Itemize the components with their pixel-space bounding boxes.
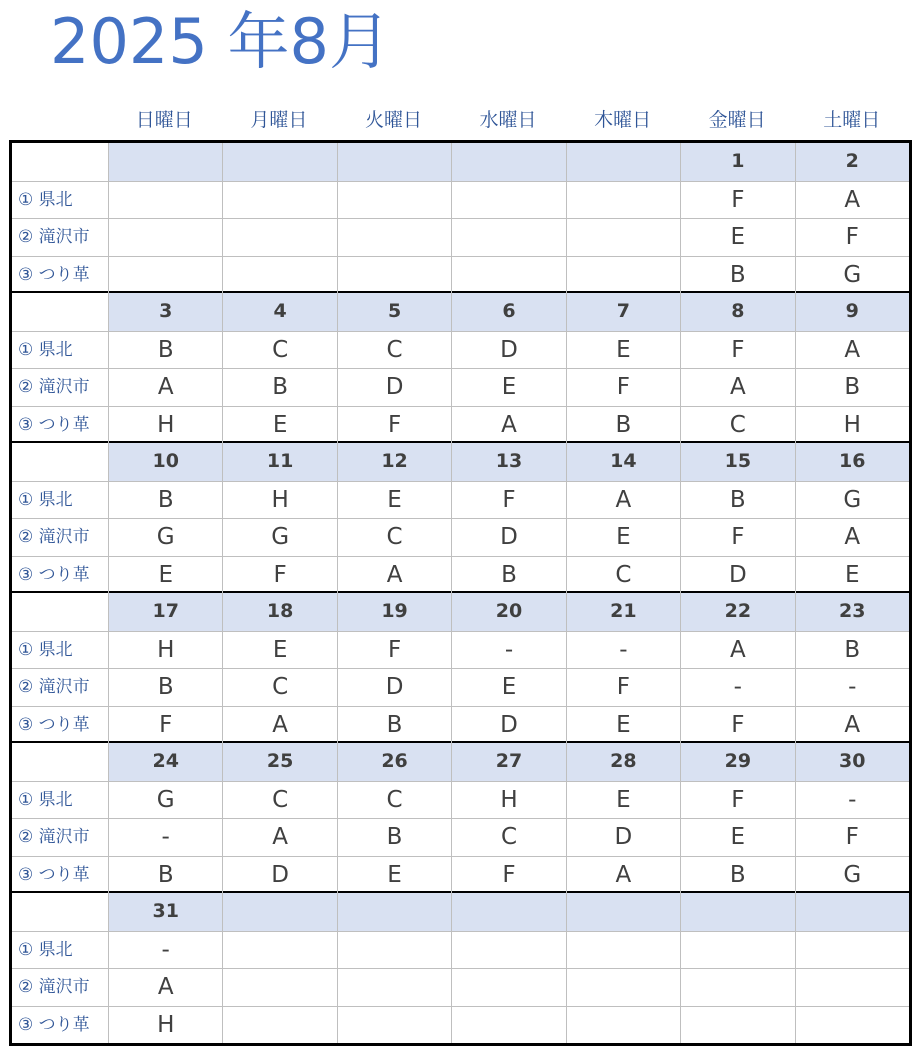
- row-label: ① 県北: [12, 782, 109, 819]
- assignment-cell: [567, 257, 681, 294]
- assignment-cell: D: [452, 519, 566, 556]
- assignment-cell: [223, 1007, 337, 1044]
- assignment-cell: D: [338, 369, 452, 406]
- row-label: ① 県北: [12, 932, 109, 969]
- assignment-cell: E: [567, 782, 681, 819]
- assignment-cell: A: [681, 632, 795, 669]
- assignment-cell: A: [338, 557, 452, 594]
- date-cell: 24: [109, 743, 223, 781]
- assignment-row: [12, 218, 909, 256]
- assignment-cell: H: [223, 482, 337, 519]
- date-row: [12, 893, 909, 931]
- assignment-cell: G: [843, 861, 862, 888]
- date-cell: [452, 143, 566, 181]
- assignment-cell: F: [567, 369, 681, 406]
- assignment-row: [12, 631, 909, 669]
- assignment-cell: C: [223, 332, 337, 369]
- assignment-cell: [452, 257, 566, 294]
- date-cell: [796, 893, 909, 931]
- assignment-cell: E: [338, 857, 452, 894]
- assignment-cell: F: [452, 857, 566, 894]
- date-cell: 17: [109, 593, 223, 631]
- assignment-cell: [223, 219, 337, 256]
- date-cell: 10: [109, 443, 223, 481]
- assignment-cell: E: [452, 369, 566, 406]
- assignment-cell: B: [452, 557, 566, 594]
- row-label: ① 県北: [12, 182, 109, 219]
- date-cell: 19: [338, 593, 452, 631]
- row-label: ② 滝沢市: [12, 519, 109, 556]
- assignment-cell: [223, 969, 337, 1006]
- assignment-cell: -: [109, 932, 223, 969]
- assignment-cell: F: [845, 224, 859, 250]
- assignment-cell: [109, 257, 223, 294]
- assignment-cell: B: [681, 857, 795, 894]
- assignment-cell: E: [452, 669, 566, 706]
- assignment-cell: A: [223, 707, 337, 744]
- assignment-cell: [338, 1007, 452, 1044]
- row-label-empty: [12, 593, 109, 631]
- row-label-empty: [12, 893, 109, 931]
- weekday-label: 日曜日: [135, 109, 193, 131]
- assignment-cell: A: [109, 969, 223, 1006]
- assignment-cell: F: [681, 182, 795, 219]
- assignment-cell: B: [844, 636, 861, 663]
- assignment-cell: F: [109, 707, 223, 744]
- assignment-cell: [452, 969, 566, 1006]
- row-label: ② 滝沢市: [12, 669, 109, 706]
- date-cell: [223, 893, 337, 931]
- assignment-cell: G: [109, 519, 223, 556]
- assignment-cell: F: [681, 707, 795, 744]
- assignment-cell: F: [338, 632, 452, 669]
- assignment-cell: [567, 969, 681, 1006]
- date-cell: [567, 893, 681, 931]
- row-label: ② 滝沢市: [12, 969, 109, 1006]
- row-label: ③ つり革: [12, 407, 109, 444]
- assignment-cell: E: [338, 482, 452, 519]
- week-block: [12, 593, 909, 743]
- row-label: ③ つり革: [12, 557, 109, 594]
- assignment-cell: A: [681, 369, 795, 406]
- week-block: [12, 293, 909, 443]
- assignment-cell: [796, 1007, 909, 1044]
- date-row: [12, 293, 909, 331]
- assignment-cell: [567, 182, 681, 219]
- assignment-cell: [109, 219, 223, 256]
- assignment-cell: B: [681, 482, 795, 519]
- date-cell: 11: [223, 443, 337, 481]
- assignment-cell: H: [109, 1007, 223, 1044]
- assignment-cell: E: [681, 819, 795, 856]
- assignment-cell: -: [109, 819, 223, 856]
- assignment-cell: D: [681, 557, 795, 594]
- assignment-cell: D: [223, 857, 337, 894]
- assignment-cell: C: [567, 557, 681, 594]
- date-cell: 2: [796, 143, 909, 181]
- assignment-cell: -: [848, 786, 857, 813]
- date-row: [12, 593, 909, 631]
- assignment-cell: [109, 182, 223, 219]
- assignment-row: [12, 931, 909, 969]
- assignment-cell: D: [338, 669, 452, 706]
- assignment-cell: A: [844, 186, 861, 213]
- assignment-cell: A: [567, 857, 681, 894]
- row-label-empty: [12, 293, 109, 331]
- date-cell: 5: [338, 293, 452, 331]
- assignment-cell: [223, 182, 337, 219]
- date-cell: 8: [681, 293, 795, 331]
- row-label: ③ つり革: [12, 1007, 109, 1044]
- calendar-table: [9, 140, 912, 1046]
- assignment-row: [12, 331, 909, 369]
- date-cell: 18: [223, 593, 337, 631]
- assignment-cell: [452, 1007, 566, 1044]
- assignment-row: [12, 1006, 909, 1044]
- date-cell: 31: [109, 893, 223, 931]
- assignment-cell: [338, 932, 452, 969]
- date-cell: 15: [681, 443, 795, 481]
- assignment-cell: E: [567, 332, 681, 369]
- assignment-row: [12, 668, 909, 706]
- assignment-cell: F: [338, 407, 452, 444]
- assignment-cell: B: [223, 369, 337, 406]
- assignment-row: [12, 406, 909, 444]
- date-cell: 16: [796, 443, 909, 481]
- date-cell: [567, 143, 681, 181]
- assignment-cell: F: [223, 557, 337, 594]
- assignment-cell: C: [338, 519, 452, 556]
- assignment-cell: A: [223, 819, 337, 856]
- assignment-cell: [338, 969, 452, 1006]
- assignment-cell: A: [567, 482, 681, 519]
- assignment-cell: C: [681, 407, 795, 444]
- date-cell: [681, 893, 795, 931]
- row-label: ② 滝沢市: [12, 219, 109, 256]
- assignment-cell: [223, 257, 337, 294]
- row-label: ③ つり革: [12, 257, 109, 294]
- date-cell: [109, 143, 223, 181]
- assignment-cell: B: [681, 257, 795, 294]
- assignment-cell: H: [109, 632, 223, 669]
- assignment-cell: D: [452, 332, 566, 369]
- row-label: ③ つり革: [12, 857, 109, 894]
- date-cell: 4: [223, 293, 337, 331]
- row-label: ① 県北: [12, 482, 109, 519]
- assignment-cell: A: [452, 407, 566, 444]
- assignment-cell: [681, 932, 795, 969]
- assignment-row: [12, 856, 909, 894]
- assignment-cell: G: [223, 519, 337, 556]
- assignment-cell: E: [567, 707, 681, 744]
- assignment-cell: [681, 969, 795, 1006]
- assignment-cell: [796, 932, 909, 969]
- date-cell: 21: [567, 593, 681, 631]
- assignment-row: [12, 256, 909, 294]
- assignment-row: [12, 556, 909, 594]
- weekday-label: 水曜日: [479, 109, 537, 131]
- assignment-cell: F: [681, 332, 795, 369]
- assignment-cell: -: [452, 632, 566, 669]
- date-cell: 12: [338, 443, 452, 481]
- assignment-row: [12, 181, 909, 219]
- row-label: ① 県北: [12, 332, 109, 369]
- date-cell: 3: [109, 293, 223, 331]
- assignment-cell: [452, 182, 566, 219]
- assignment-cell: [681, 1007, 795, 1044]
- assignment-row: [12, 368, 909, 406]
- weekday-label: 火曜日: [364, 109, 422, 131]
- row-label: ② 滝沢市: [12, 369, 109, 406]
- assignment-row: [12, 818, 909, 856]
- date-row: [12, 143, 909, 181]
- assignment-cell: D: [567, 819, 681, 856]
- assignment-cell: [223, 932, 337, 969]
- assignment-cell: C: [452, 819, 566, 856]
- assignment-cell: [567, 1007, 681, 1044]
- date-cell: 28: [567, 743, 681, 781]
- assignment-cell: A: [844, 336, 861, 363]
- date-cell: 1: [681, 143, 795, 181]
- assignment-cell: -: [848, 674, 857, 700]
- assignment-cell: E: [681, 219, 795, 256]
- assignment-row: [12, 968, 909, 1006]
- assignment-cell: B: [109, 669, 223, 706]
- date-cell: 13: [452, 443, 566, 481]
- assignment-cell: B: [338, 819, 452, 856]
- assignment-cell: [338, 182, 452, 219]
- assignment-cell: F: [681, 782, 795, 819]
- assignment-cell: [452, 932, 566, 969]
- row-label: ③ つり革: [12, 707, 109, 744]
- date-cell: 6: [452, 293, 566, 331]
- assignment-cell: B: [109, 332, 223, 369]
- weekday-label: 土曜日: [823, 109, 881, 131]
- row-label-empty: [12, 143, 109, 181]
- assignment-cell: F: [681, 519, 795, 556]
- weekday-label: 月曜日: [250, 109, 308, 131]
- assignment-cell: C: [223, 782, 337, 819]
- assignment-cell: E: [223, 632, 337, 669]
- assignment-cell: C: [338, 332, 452, 369]
- assignment-cell: F: [845, 824, 859, 850]
- assignment-cell: B: [109, 857, 223, 894]
- date-cell: 7: [567, 293, 681, 331]
- row-label-empty: [12, 443, 109, 481]
- assignment-cell: G: [109, 782, 223, 819]
- week-block: [12, 893, 909, 1043]
- assignment-row: [12, 781, 909, 819]
- weekday-label: 木曜日: [594, 109, 652, 131]
- assignment-cell: A: [844, 711, 861, 738]
- date-cell: 22: [681, 593, 795, 631]
- row-label: ① 県北: [12, 632, 109, 669]
- assignment-cell: H: [843, 411, 861, 438]
- assignment-cell: E: [223, 407, 337, 444]
- assignment-cell: [567, 932, 681, 969]
- date-cell: 30: [796, 743, 909, 781]
- week-block: [12, 443, 909, 593]
- date-cell: 25: [223, 743, 337, 781]
- weekday-label: 金曜日: [708, 109, 766, 131]
- date-cell: [338, 893, 452, 931]
- assignment-row: [12, 706, 909, 744]
- assignment-cell: B: [338, 707, 452, 744]
- row-label-empty: [12, 743, 109, 781]
- assignment-cell: G: [843, 261, 862, 288]
- assignment-row: [12, 518, 909, 556]
- date-cell: 14: [567, 443, 681, 481]
- date-cell: 29: [681, 743, 795, 781]
- assignment-cell: D: [452, 707, 566, 744]
- assignment-row: [12, 481, 909, 519]
- assignment-cell: C: [223, 669, 337, 706]
- date-cell: 26: [338, 743, 452, 781]
- date-cell: [338, 143, 452, 181]
- date-cell: 9: [796, 293, 909, 331]
- assignment-cell: [796, 969, 909, 1006]
- assignment-cell: E: [567, 519, 681, 556]
- date-row: [12, 443, 909, 481]
- assignment-cell: -: [567, 632, 681, 669]
- assignment-cell: F: [567, 669, 681, 706]
- week-block: [12, 743, 909, 893]
- date-cell: [452, 893, 566, 931]
- assignment-cell: A: [109, 369, 223, 406]
- assignment-cell: E: [844, 561, 860, 588]
- assignment-cell: [567, 219, 681, 256]
- assignment-cell: B: [844, 374, 861, 400]
- assignment-cell: B: [109, 482, 223, 519]
- page-title: 2025 年8月: [50, 5, 391, 78]
- assignment-cell: A: [844, 524, 861, 550]
- assignment-cell: [452, 219, 566, 256]
- date-cell: 23: [796, 593, 909, 631]
- date-cell: [223, 143, 337, 181]
- assignment-cell: B: [567, 407, 681, 444]
- assignment-cell: F: [452, 482, 566, 519]
- date-cell: 20: [452, 593, 566, 631]
- assignment-cell: H: [452, 782, 566, 819]
- assignment-cell: G: [843, 486, 862, 513]
- assignment-cell: E: [109, 557, 223, 594]
- assignment-cell: C: [338, 782, 452, 819]
- assignment-cell: -: [681, 669, 795, 706]
- date-cell: 27: [452, 743, 566, 781]
- week-block: [12, 143, 909, 293]
- row-label: ② 滝沢市: [12, 819, 109, 856]
- date-row: [12, 743, 909, 781]
- assignment-cell: [338, 219, 452, 256]
- assignment-cell: [338, 257, 452, 294]
- assignment-cell: H: [109, 407, 223, 444]
- weekday-header: [107, 104, 909, 136]
